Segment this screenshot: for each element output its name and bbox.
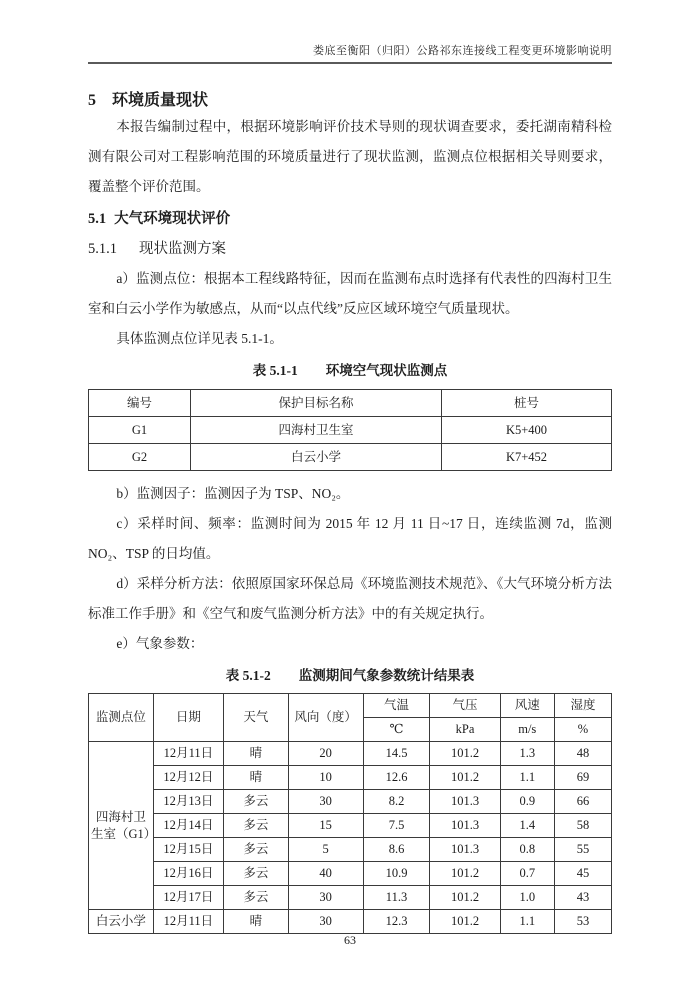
section-5-1-1-title: 现状监测方案 — [139, 241, 226, 257]
col-header-id: 编号 — [89, 390, 191, 417]
col-header-wind-direction: 风向（度） — [288, 694, 363, 742]
cell-weather: 多云 — [223, 790, 288, 814]
cell-wind-speed: 0.8 — [500, 838, 554, 862]
cell-date: 12月11日 — [153, 742, 223, 766]
table-row — [89, 838, 612, 862]
table-5-1-2-caption-title: 监测期间气象参数统计结果表 — [298, 668, 475, 683]
header-rule — [88, 62, 612, 64]
section-5-1-title: 大气环境现状评价 — [114, 211, 231, 227]
section-5-1-number: 5.1 — [88, 211, 107, 227]
cell-humidity: 48 — [554, 742, 611, 766]
cell-date: 12月16日 — [153, 862, 223, 886]
cell-pressure: 101.3 — [430, 790, 500, 814]
unit-wind-speed: m/s — [500, 718, 554, 742]
cell-site-g1: 四海村卫生室（G1） — [89, 742, 154, 910]
cell-date: 12月13日 — [153, 790, 223, 814]
cell-pressure: 101.3 — [430, 838, 500, 862]
cell-humidity: 69 — [554, 766, 611, 790]
col-header-temperature: 气温 — [363, 694, 430, 718]
cell-wind-direction: 40 — [288, 862, 363, 886]
cell-wind-direction: 5 — [288, 838, 363, 862]
cell-weather: 多云 — [223, 814, 288, 838]
cell-wind-speed: 1.1 — [500, 766, 554, 790]
section-5-heading — [88, 90, 612, 112]
col-header-site: 监测点位 — [89, 694, 154, 742]
cell-temperature: 12.6 — [363, 766, 430, 790]
table-air-monitoring-points — [88, 389, 612, 471]
unit-humidity: % — [554, 718, 611, 742]
cell-wind-speed: 1.3 — [500, 742, 554, 766]
cell-date: 12月14日 — [153, 814, 223, 838]
table-header-row-1 — [89, 694, 612, 718]
cell-wind-speed: 1.0 — [500, 886, 554, 910]
col-header-humidity: 湿度 — [554, 694, 611, 718]
section-5-1-1-number: 5.1.1 — [88, 241, 117, 257]
cell-date: 12月12日 — [153, 766, 223, 790]
cell-weather: 晴 — [223, 742, 288, 766]
cell-wind-speed: 1.1 — [500, 910, 554, 934]
table-row — [89, 790, 612, 814]
cell-temperature: 10.9 — [363, 862, 430, 886]
page-header — [88, 0, 612, 64]
cell-wind-direction: 15 — [288, 814, 363, 838]
table-row — [89, 742, 612, 766]
col-header-date: 日期 — [153, 694, 223, 742]
table-5-1-1-caption-title: 环境空气现状监测点 — [325, 363, 448, 378]
paragraph-item-a: a）监测点位：根据本工程线路特征，因而在监测布点时选择有代表性的四海村卫生室和白云小学作为敏感点，从而“以点代线”反应区域环境空气质量现状。 — [88, 271, 612, 316]
cell-humidity: 66 — [554, 790, 611, 814]
cell-pressure: 101.2 — [430, 910, 500, 934]
page-content — [88, 90, 612, 934]
cell-wind-speed: 0.7 — [500, 862, 554, 886]
cell-date: 12月15日 — [153, 838, 223, 862]
col-header-wind-speed: 风速 — [500, 694, 554, 718]
table-weather-parameters — [88, 693, 612, 934]
table-row — [89, 886, 612, 910]
cell-weather: 多云 — [223, 838, 288, 862]
table-5-1-2-caption — [88, 661, 612, 691]
col-header-pressure: 气压 — [430, 694, 500, 718]
cell-pressure: 101.3 — [430, 814, 500, 838]
cell-wind-direction: 30 — [288, 790, 363, 814]
table-header-row — [89, 390, 612, 417]
cell-target-name: 四海村卫生室 — [190, 417, 441, 444]
paragraph-see-table: 具体监测点位详见表 5.1-1。 — [116, 331, 283, 346]
page-number: 63 — [344, 933, 356, 947]
unit-temperature: ℃ — [363, 718, 430, 742]
cell-wind-direction: 10 — [288, 766, 363, 790]
section-5-title: 环境质量现状 — [112, 92, 209, 109]
cell-wind-direction: 30 — [288, 910, 363, 934]
cell-stake: K7+452 — [442, 444, 612, 471]
cell-humidity: 43 — [554, 886, 611, 910]
cell-date: 12月17日 — [153, 886, 223, 910]
cell-weather: 晴 — [223, 910, 288, 934]
cell-temperature: 14.5 — [363, 742, 430, 766]
cell-temperature: 8.6 — [363, 838, 430, 862]
cell-temperature: 11.3 — [363, 886, 430, 910]
table-row — [89, 766, 612, 790]
cell-id: G1 — [89, 417, 191, 444]
section-5-number: 5 — [88, 92, 96, 109]
cell-wind-speed: 0.9 — [500, 790, 554, 814]
table-row — [89, 910, 612, 934]
cell-humidity: 58 — [554, 814, 611, 838]
unit-pressure: kPa — [430, 718, 500, 742]
col-header-stake: 桩号 — [442, 390, 612, 417]
cell-wind-speed: 1.4 — [500, 814, 554, 838]
cell-weather: 多云 — [223, 886, 288, 910]
section-5-1-heading — [88, 204, 612, 234]
cell-pressure: 101.2 — [430, 742, 500, 766]
col-header-weather: 天气 — [223, 694, 288, 742]
paragraph-item-b: b）监测因子：监测因子为 TSP、NO₂。 — [116, 486, 350, 501]
cell-humidity: 55 — [554, 838, 611, 862]
col-header-target-name: 保护目标名称 — [190, 390, 441, 417]
cell-weather: 晴 — [223, 766, 288, 790]
table-row — [89, 417, 612, 444]
table-row — [89, 862, 612, 886]
cell-target-name: 白云小学 — [190, 444, 441, 471]
table-5-1-1-caption-label: 表 5.1-1 — [252, 363, 298, 378]
cell-pressure: 101.2 — [430, 766, 500, 790]
cell-pressure: 101.2 — [430, 862, 500, 886]
paragraph-item-c: c）采样时间、频率：监测时间为 2015 年 12 月 11 日~17 日，连续监测 7d，监测NO₂、TSP 的日均值。 — [88, 516, 612, 561]
paragraph-item-d: d）采样分析方法：依照原国家环保总局《环境监测技术规范》、《大气环境分析方法标准工作手册》和《空气和废气监测分析方法》中的有关规定执行。 — [88, 576, 612, 621]
paragraph-item-e: e）气象参数： — [116, 636, 204, 651]
paragraph-intro: 本报告编制过程中，根据环境影响评价技术导则的现状调查要求，委托湖南精科检测有限公司对工程影响范围的环境质量进行了现状监测，监测点位根据相关导则要求，覆盖整个评价范围。 — [88, 119, 612, 194]
cell-stake: K5+400 — [442, 417, 612, 444]
cell-temperature: 7.5 — [363, 814, 430, 838]
cell-weather: 多云 — [223, 862, 288, 886]
cell-date: 12月11日 — [153, 910, 223, 934]
cell-temperature: 12.3 — [363, 910, 430, 934]
cell-humidity: 53 — [554, 910, 611, 934]
table-5-1-2-caption-label: 表 5.1-2 — [225, 668, 271, 683]
cell-humidity: 45 — [554, 862, 611, 886]
cell-wind-direction: 30 — [288, 886, 363, 910]
table-5-1-1-caption — [88, 356, 612, 386]
cell-pressure: 101.2 — [430, 886, 500, 910]
table-row — [89, 444, 612, 471]
table-row — [89, 814, 612, 838]
section-5-1-1-heading — [88, 234, 612, 264]
header-title: 娄底至衡阳（归阳）公路祁东连接线工程变更环境影响说明 — [313, 45, 612, 57]
cell-wind-direction: 20 — [288, 742, 363, 766]
cell-site-baiyun: 白云小学 — [89, 910, 154, 934]
cell-temperature: 8.2 — [363, 790, 430, 814]
cell-id: G2 — [89, 444, 191, 471]
